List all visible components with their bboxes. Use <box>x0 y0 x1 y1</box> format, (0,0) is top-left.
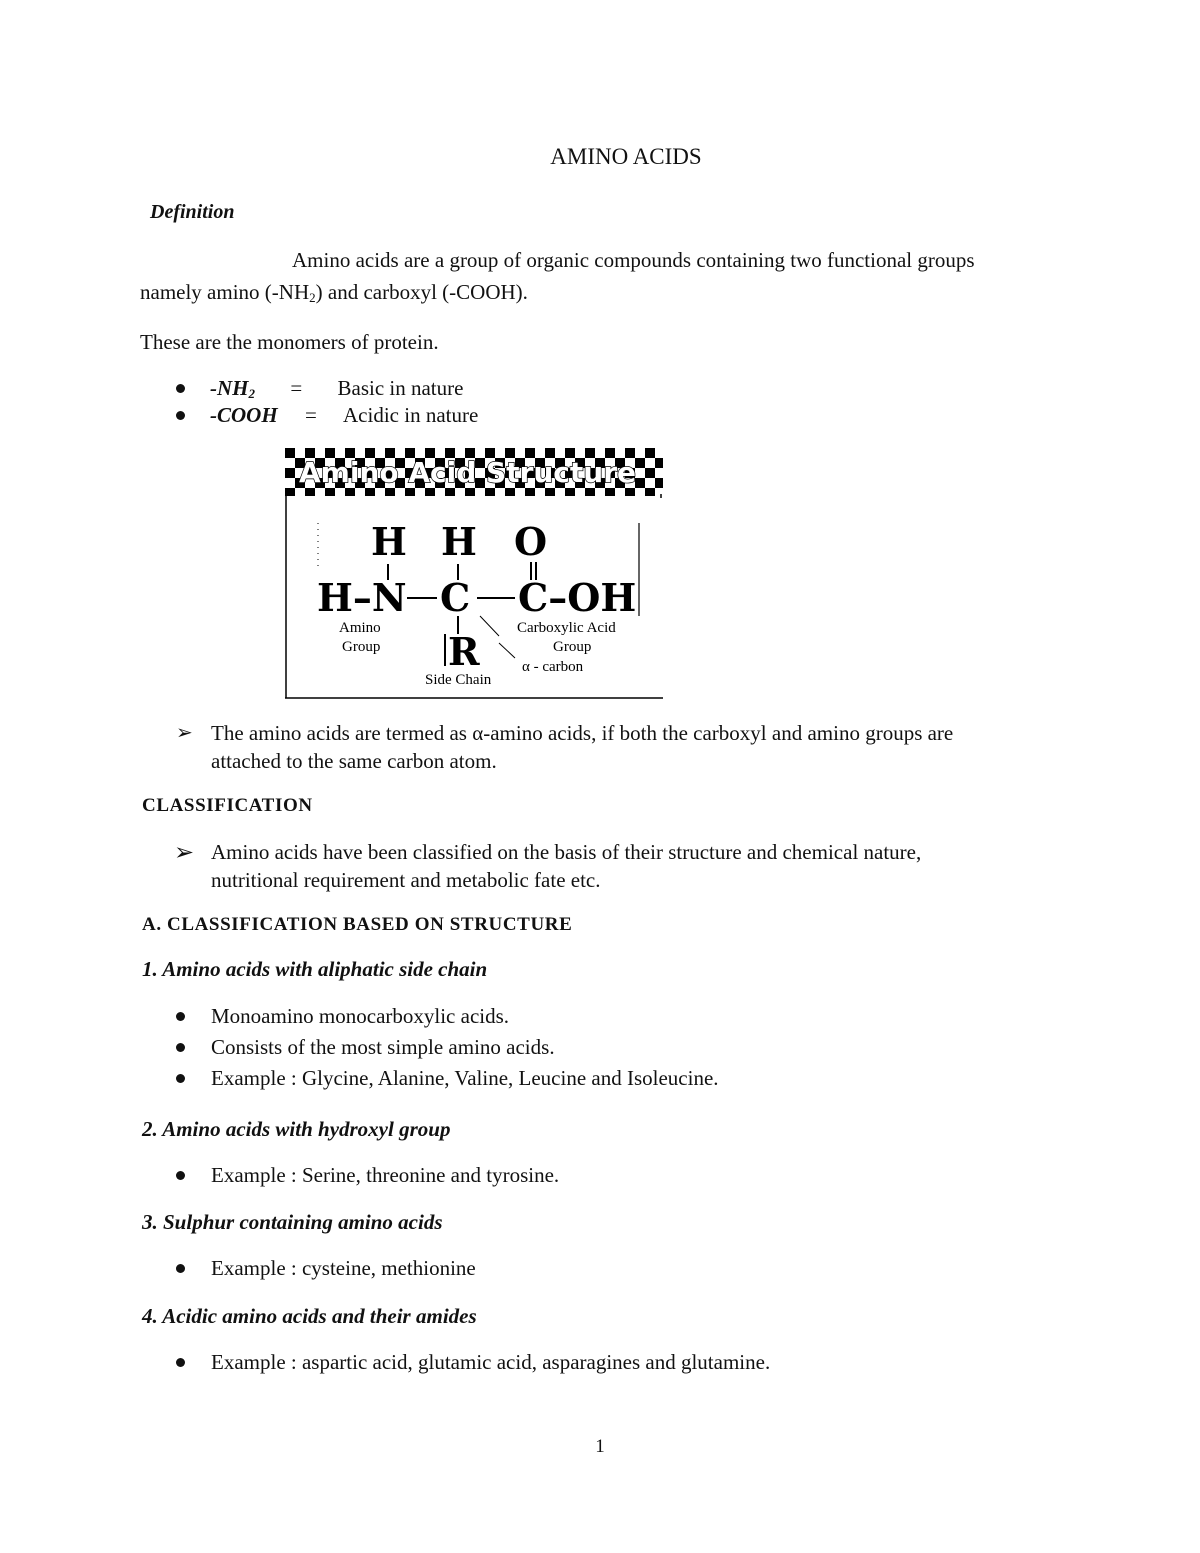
group-formula: -COOH <box>210 403 278 427</box>
list-item: Example : Serine, threonine and tyrosine. <box>211 1163 560 1187</box>
subsection-3-heading: 3. Sulphur containing amino acids <box>142 1210 443 1234</box>
list-item: Example : cysteine, methionine <box>211 1256 476 1280</box>
subsection-2-heading: 2. Amino acids with hydroxyl group <box>142 1117 451 1141</box>
label-group-1: Group <box>342 639 381 655</box>
list-item: Example : aspartic acid, glutamic acid, asparagines and glutamine. <box>211 1350 771 1374</box>
group-item-cooh <box>210 403 478 428</box>
group-description: Basic in nature <box>337 376 464 400</box>
group-item-nh2 <box>210 376 463 402</box>
group-formula: -NH <box>210 376 249 400</box>
atom-o: O <box>514 519 548 564</box>
monomers-text: These are the monomers of protein. <box>140 330 439 354</box>
atom-h-top-mid: H <box>441 519 477 564</box>
label-amino: Amino <box>339 620 381 636</box>
definition-line-1: Amino acids are a group of organic compounds containing two functional groups <box>292 248 975 272</box>
structure-diagram <box>285 448 663 700</box>
label-side-chain: Side Chain <box>425 672 492 688</box>
list-item: Monoamino monocarboxylic acids. <box>211 1004 510 1028</box>
classification-text <box>211 838 921 894</box>
atom-h-n: H–N <box>317 575 407 620</box>
arrow-bullet-icon: ➢ <box>174 840 195 866</box>
label-carboxylic: Carboxylic Acid <box>517 620 616 636</box>
classification-heading: CLASSIFICATION <box>142 795 313 816</box>
list-item: Example : Glycine, Alanine, Valine, Leucine and Isoleucine. <box>211 1066 719 1090</box>
list-item: Consists of the most simple amino acids. <box>211 1035 555 1059</box>
definition-line-2-sub: 2 <box>309 290 316 305</box>
group-description: Acidic in nature <box>343 403 479 427</box>
bullet-dot <box>176 1264 185 1273</box>
atom-c-alpha: C <box>440 575 471 620</box>
atom-r: R <box>448 629 480 674</box>
amino-acid-structure-figure <box>285 448 663 700</box>
bullet-dot <box>176 1074 185 1083</box>
alpha-note-line-1: The amino acids are termed as α-amino acids, if both the carboxyl and amino groups are <box>211 721 954 745</box>
bullet-dot <box>176 1171 185 1180</box>
bullet-dot <box>176 1012 185 1021</box>
figure-title: Amino Acid Structure <box>299 456 637 489</box>
bullet-dot <box>176 1358 185 1367</box>
bullet-dot <box>176 411 185 420</box>
alpha-note <box>211 719 953 775</box>
atom-h-top-left: H <box>371 519 407 564</box>
classification-line-1: Amino acids have been classified on the basis of their structure and chemical nature, <box>211 840 922 864</box>
subsection-4-heading: 4. Acidic amino acids and their amides <box>142 1304 477 1328</box>
alpha-pointer-2 <box>499 643 515 658</box>
page-number: 1 <box>595 1436 605 1457</box>
label-group-2: Group <box>553 639 592 655</box>
group-equals: = <box>290 376 303 400</box>
page-title: AMINO ACIDS <box>550 144 702 169</box>
definition-heading: Definition <box>150 201 235 223</box>
label-alpha-carbon: α - carbon <box>522 659 584 675</box>
section-a-heading: A. CLASSIFICATION BASED ON STRUCTURE <box>142 914 573 935</box>
group-equals: = <box>305 403 317 427</box>
group-formula-sub: 2 <box>248 386 255 401</box>
bullet-dot <box>176 384 185 393</box>
definition-line-2-a: namely amino (-NH <box>140 280 310 304</box>
alpha-note-line-2: attached to the same carbon atom. <box>211 749 497 773</box>
alpha-pointer-1 <box>480 616 499 636</box>
definition-line-2-b: ) and carboxyl (-COOH). <box>315 280 528 304</box>
subsection-1-heading: 1. Amino acids with aliphatic side chain <box>142 957 488 981</box>
bullet-dot <box>176 1043 185 1052</box>
classification-line-2: nutritional requirement and metabolic fate etc. <box>211 868 601 892</box>
atom-c-oh: C–OH <box>518 575 637 620</box>
definition-line-2 <box>140 280 528 306</box>
arrow-bullet-icon: ➢ <box>176 722 193 744</box>
